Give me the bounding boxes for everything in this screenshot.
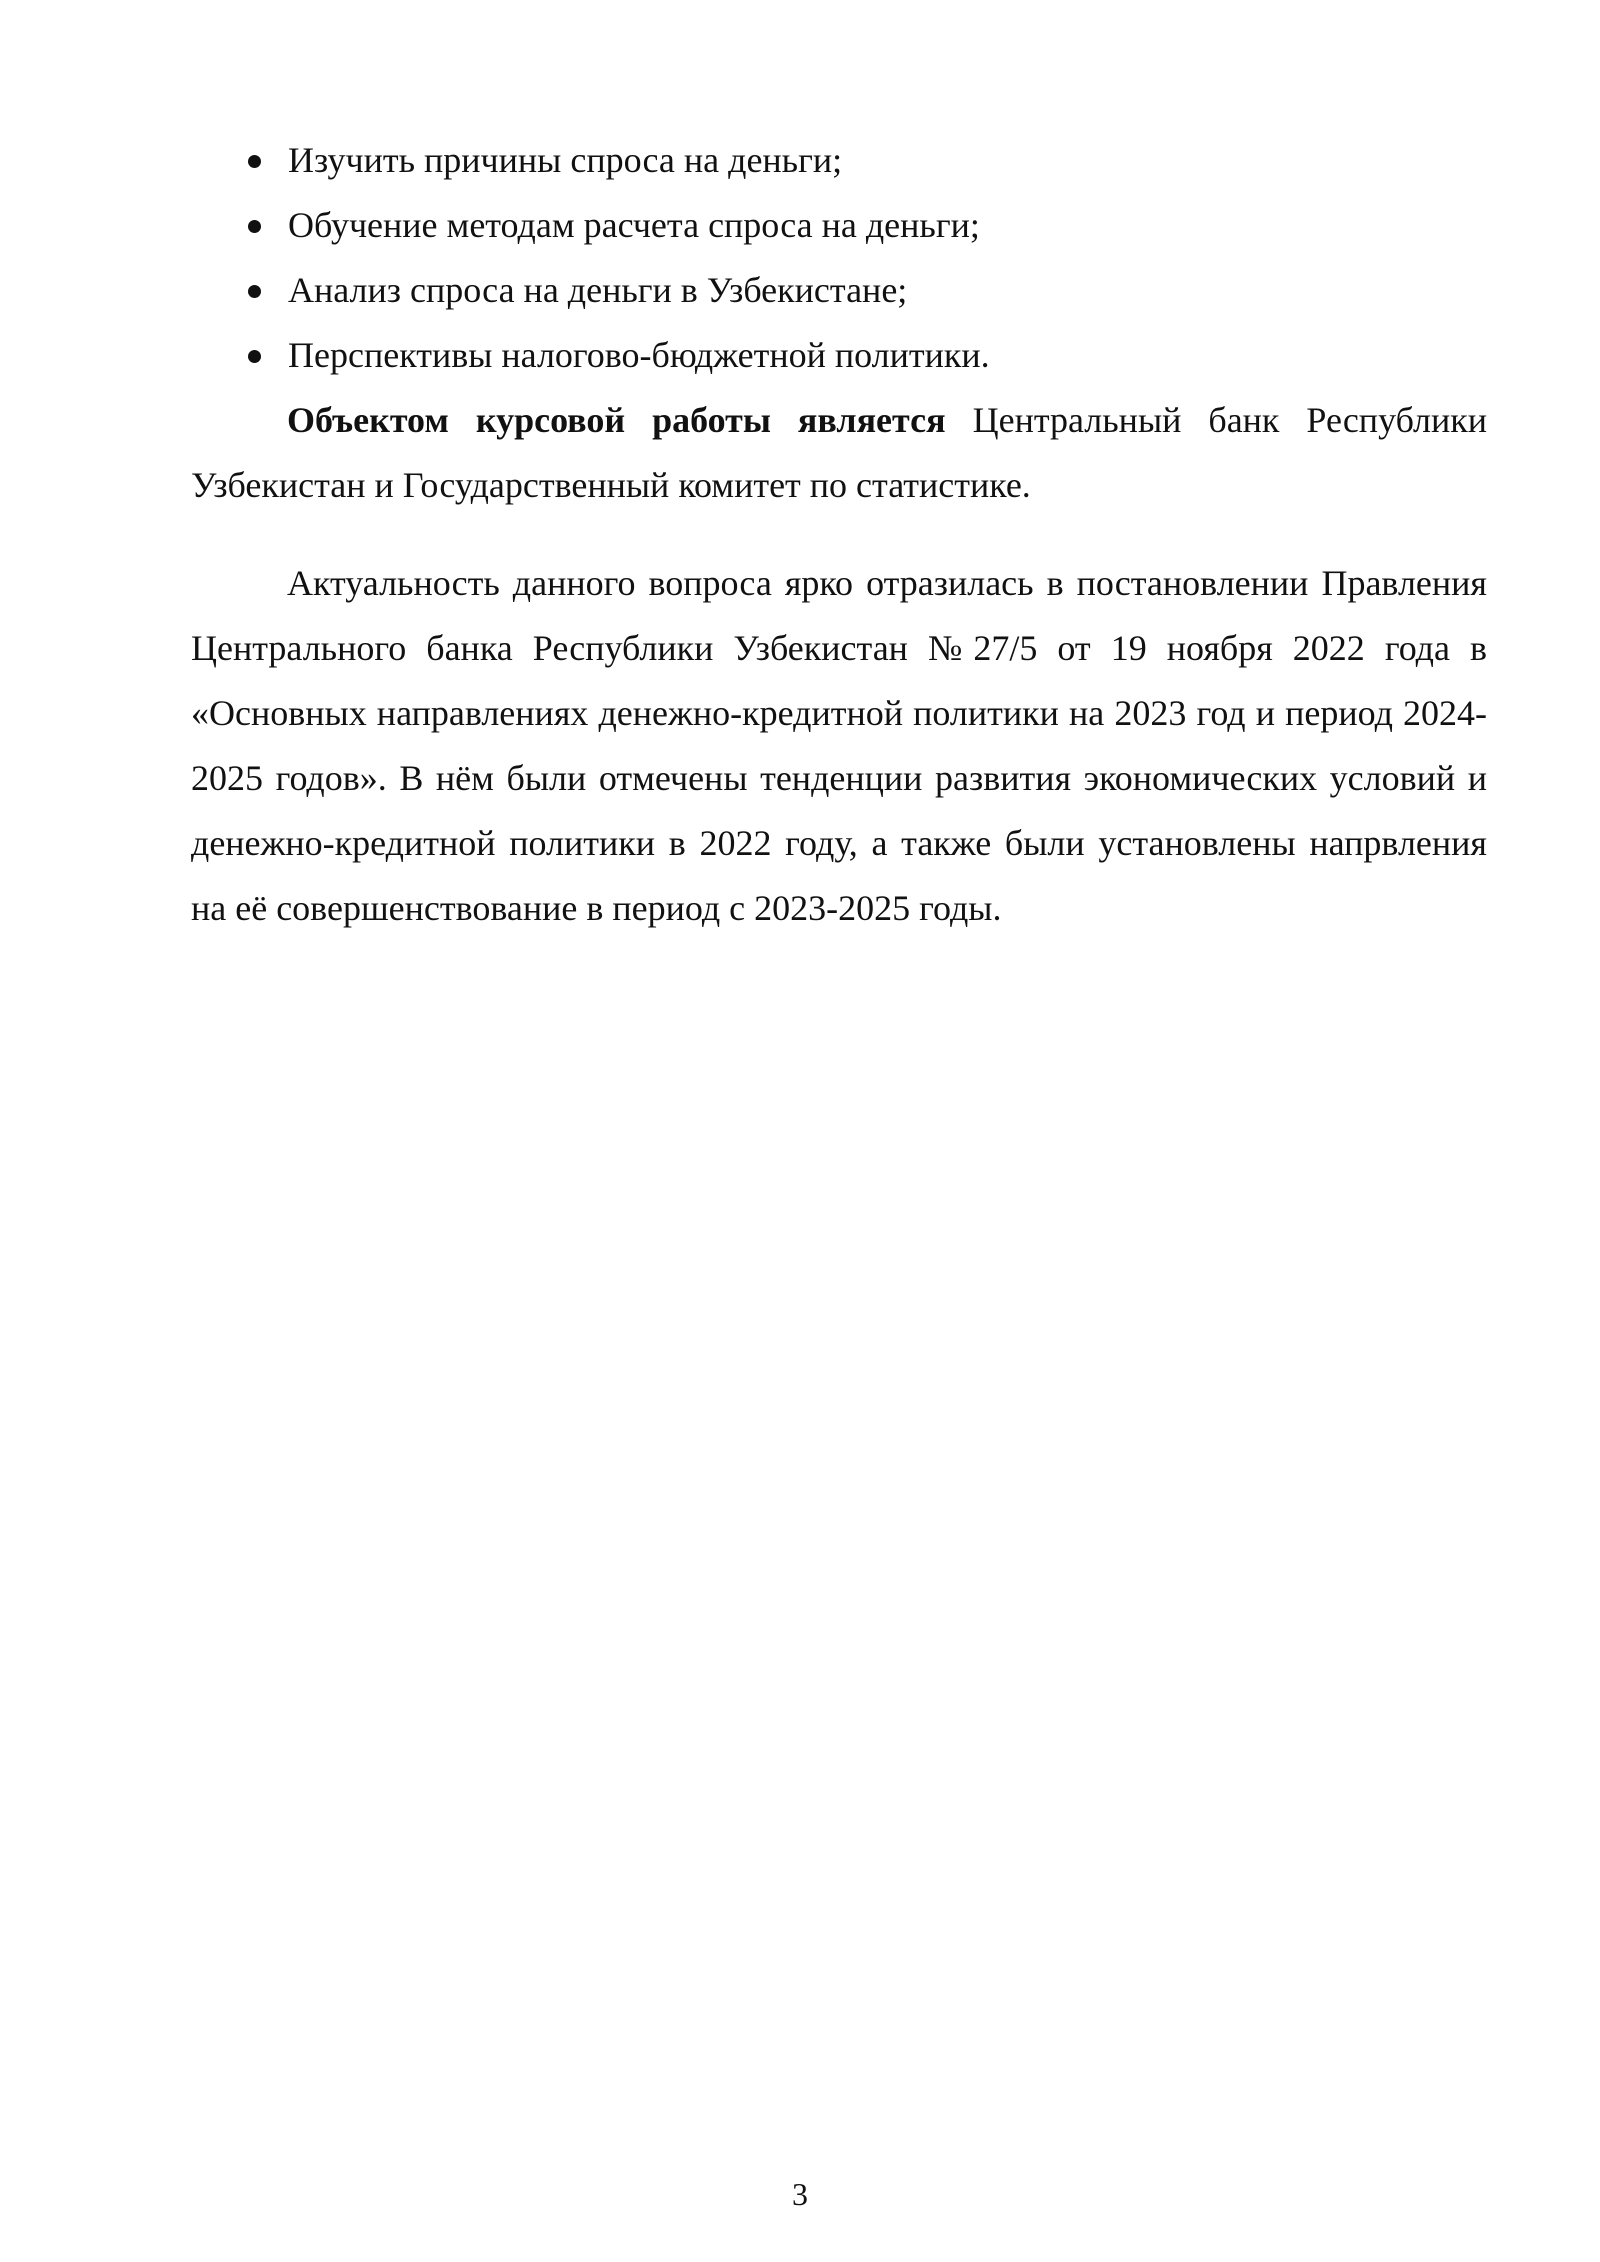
objectives-list xyxy=(191,128,1487,388)
object-paragraph xyxy=(191,388,1487,518)
list-item xyxy=(191,193,1487,258)
list-item-text: Изучить причины спроса на деньги; xyxy=(288,140,843,180)
page-body xyxy=(191,128,1487,941)
page-number: 3 xyxy=(792,2176,808,2212)
list-item xyxy=(191,128,1487,193)
list-item-text: Перспективы налогово-бюджетной политики. xyxy=(288,335,990,375)
object-text: Центральный банк Республики Узбекистан и Государственный комитет по статистике. xyxy=(191,400,1487,505)
relevance-paragraph: Актуальность данного вопроса ярко отразилась в постановлении Правления Центрального банка Республики Узбекистан №27/5 от 19 ноября 2022 года в «Основных направлениях денежно-кредитной политики на 2023 год и период 2024-2025 годов». В нём были отмечены тенденции развития экономических условий и денежно-кредитной политики в 2022 году, а также были установлены напрвления на её совершенствование в период с 2023-2025 годы. xyxy=(191,563,1487,928)
bullet-icon xyxy=(248,220,261,233)
bullet-icon xyxy=(248,350,261,363)
list-item xyxy=(191,258,1487,323)
list-item xyxy=(191,323,1487,388)
list-item-text: Анализ спроса на деньги в Узбекистане; xyxy=(288,270,908,310)
object-lead-bold: Объектом курсовой работы является xyxy=(287,400,946,440)
bullet-icon xyxy=(248,155,261,168)
list-item-text: Обучение методам расчета спроса на деньги; xyxy=(288,205,980,245)
bullet-icon xyxy=(248,285,261,298)
